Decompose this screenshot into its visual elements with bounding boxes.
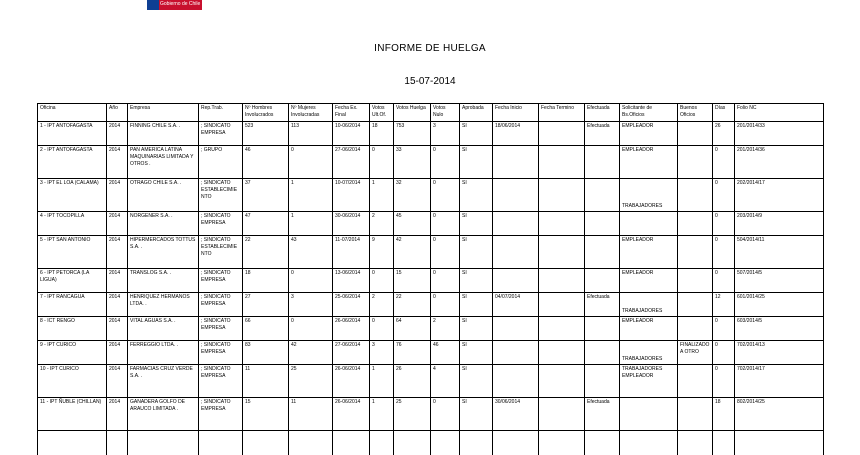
table-cell bbox=[493, 179, 539, 212]
table-cell: 2014 bbox=[107, 293, 128, 317]
table-cell: EMPLEADOR bbox=[620, 146, 678, 179]
table-cell: SI bbox=[460, 341, 493, 365]
table-cell bbox=[394, 431, 431, 455]
table-cell: ; SINDICATO ESTABLECIMIENTO bbox=[199, 236, 243, 269]
table-cell: 33 bbox=[394, 146, 431, 179]
table-cell bbox=[199, 431, 243, 455]
table-cell bbox=[333, 431, 370, 455]
table-cell: TRABAJADORES EMPLEADOR bbox=[620, 365, 678, 398]
table-cell: 11 bbox=[243, 365, 289, 398]
table-cell: HENRIQUEZ HERMANOS LTDA. . bbox=[128, 293, 199, 317]
table-cell bbox=[620, 398, 678, 431]
table-cell: SI bbox=[460, 212, 493, 236]
table-cell: 1 bbox=[289, 179, 333, 212]
table-cell: 0 bbox=[713, 236, 735, 269]
table-cell: SI bbox=[460, 269, 493, 293]
table-cell: 18/06/2014 bbox=[493, 122, 539, 146]
table-cell bbox=[539, 341, 585, 365]
table-cell bbox=[678, 398, 713, 431]
table-cell: 42 bbox=[289, 341, 333, 365]
table-cell bbox=[678, 146, 713, 179]
table-cell: 11 bbox=[289, 398, 333, 431]
table-cell: VITAL AGUAS S.A. . bbox=[128, 317, 199, 341]
table-cell: 507/2014/5 bbox=[735, 269, 824, 293]
table-cell: 22 bbox=[394, 293, 431, 317]
table-cell: 0 bbox=[713, 317, 735, 341]
table-cell bbox=[493, 317, 539, 341]
table-cell: 10-06/2014 bbox=[333, 122, 370, 146]
table-cell: TRABAJADORES bbox=[620, 179, 678, 212]
table-cell: 802/2014/25 bbox=[735, 398, 824, 431]
table-cell: 2014 bbox=[107, 341, 128, 365]
table-cell: 26 bbox=[394, 365, 431, 398]
table-cell: 1 bbox=[289, 212, 333, 236]
table-cell: 1 - IPT ANTOFAGASTA bbox=[38, 122, 107, 146]
table-cell: 702/2014/17 bbox=[735, 365, 824, 398]
table-cell: FARMACIAS CRUZ VERDE S.A. . bbox=[128, 365, 199, 398]
table-cell bbox=[585, 269, 620, 293]
table-cell: 43 bbox=[289, 236, 333, 269]
table-cell: 47 bbox=[243, 212, 289, 236]
table-cell: 603/2014/5 bbox=[735, 317, 824, 341]
table-cell: ; SINDICATO EMPRESA bbox=[199, 212, 243, 236]
table-cell bbox=[539, 293, 585, 317]
table-cell: 0 bbox=[713, 146, 735, 179]
table-cell: 0 bbox=[289, 269, 333, 293]
table-cell: ; SINDICATO EMPRESA bbox=[199, 398, 243, 431]
table-cell bbox=[493, 269, 539, 293]
table-cell: 25 bbox=[289, 365, 333, 398]
table-cell bbox=[539, 212, 585, 236]
table-row bbox=[38, 398, 824, 431]
table-cell: FINALIZADO A OTRO bbox=[678, 341, 713, 365]
table-cell: FERREGGIO LTDA. . bbox=[128, 341, 199, 365]
table-cell: 0 bbox=[713, 269, 735, 293]
table-cell bbox=[493, 341, 539, 365]
table-cell bbox=[493, 431, 539, 455]
column-header: Fecha Termino bbox=[539, 104, 585, 122]
table-cell bbox=[493, 236, 539, 269]
table-cell: 4 - IPT TOCOPILLA bbox=[38, 212, 107, 236]
table-cell: 2014 bbox=[107, 236, 128, 269]
table-cell: 0 bbox=[431, 398, 460, 431]
table-cell: 30/06/2014 bbox=[493, 398, 539, 431]
table-cell: 2014 bbox=[107, 122, 128, 146]
table-cell: 2014 bbox=[107, 269, 128, 293]
table-cell: 1 bbox=[370, 179, 394, 212]
table-cell: ; SINDICATO EMPRESA bbox=[199, 341, 243, 365]
table-body bbox=[38, 122, 824, 455]
table-row bbox=[38, 212, 824, 236]
table-cell: 3 bbox=[370, 341, 394, 365]
table-cell bbox=[460, 431, 493, 455]
table-cell bbox=[678, 431, 713, 455]
column-header: Solicitante de Bs.Oficios bbox=[620, 104, 678, 122]
column-header: Oficina bbox=[38, 104, 107, 122]
table-cell bbox=[585, 212, 620, 236]
table-cell: 26-06/2014 bbox=[333, 365, 370, 398]
table-cell: EMPLEADOR bbox=[620, 317, 678, 341]
table-cell: GANADERA GOLFO DE ARAUCO LIMITADA . bbox=[128, 398, 199, 431]
table-cell: 9 - IPT CURICO bbox=[38, 341, 107, 365]
column-header: Buenos Oficios bbox=[678, 104, 713, 122]
table-cell: 46 bbox=[243, 146, 289, 179]
table-cell: 2014 bbox=[107, 317, 128, 341]
table-cell: PAN AMERICA LATINA MAQUINARIAS LIMITADA Y OTROS . bbox=[128, 146, 199, 179]
table-cell: 13-06/2014 bbox=[333, 269, 370, 293]
table-cell bbox=[539, 431, 585, 455]
logo-text: Gobierno de Chile bbox=[160, 1, 201, 7]
table-cell bbox=[539, 269, 585, 293]
table-cell: 0 bbox=[431, 236, 460, 269]
table-cell: SI bbox=[460, 317, 493, 341]
table-cell: 26-06/2014 bbox=[333, 317, 370, 341]
table-row bbox=[38, 146, 824, 179]
table-cell bbox=[289, 431, 333, 455]
table-cell bbox=[107, 431, 128, 455]
column-header: Nº Mujeres Involucradas bbox=[289, 104, 333, 122]
column-header: Nº Hombres Involucrados bbox=[243, 104, 289, 122]
table-cell bbox=[539, 398, 585, 431]
table-cell bbox=[539, 122, 585, 146]
table-cell: 27 bbox=[243, 293, 289, 317]
table-cell bbox=[431, 431, 460, 455]
table-cell: 11-07/2014 bbox=[333, 236, 370, 269]
table-cell: EMPLEADOR bbox=[620, 122, 678, 146]
table-cell bbox=[678, 122, 713, 146]
column-header: Votos Ult.Of. bbox=[370, 104, 394, 122]
table-cell: ; SINDICATO EMPRESA bbox=[199, 365, 243, 398]
table-cell: Efectuada bbox=[585, 398, 620, 431]
table-row bbox=[38, 293, 824, 317]
table-row bbox=[38, 341, 824, 365]
column-header: Días bbox=[713, 104, 735, 122]
table-cell: 203/2014/9 bbox=[735, 212, 824, 236]
table-cell: HIPERMERCADOS TOTTUS S.A. . bbox=[128, 236, 199, 269]
table-row bbox=[38, 236, 824, 269]
table-cell: 15 bbox=[243, 398, 289, 431]
table-cell: 22 bbox=[243, 236, 289, 269]
table-cell: 2014 bbox=[107, 146, 128, 179]
table-cell: 3 bbox=[431, 122, 460, 146]
table-cell bbox=[678, 179, 713, 212]
table-cell: 601/2014/25 bbox=[735, 293, 824, 317]
table-cell: 45 bbox=[394, 212, 431, 236]
table-cell bbox=[539, 236, 585, 269]
table-cell: 0 bbox=[370, 317, 394, 341]
table-cell: 30-06/2014 bbox=[333, 212, 370, 236]
table-cell: 0 bbox=[370, 146, 394, 179]
table-cell: 0 bbox=[289, 146, 333, 179]
table-cell: 9 bbox=[370, 236, 394, 269]
table-cell: 18 bbox=[370, 122, 394, 146]
table-cell: 11 - IPT ÑUBLE (CHILLAN) bbox=[38, 398, 107, 431]
table-cell: 25-06/2014 bbox=[333, 293, 370, 317]
table-cell: 7 - IPT RANCAGUA bbox=[38, 293, 107, 317]
column-header: Fecha Ex. Final bbox=[333, 104, 370, 122]
table-cell: 25 bbox=[394, 398, 431, 431]
table-cell bbox=[243, 431, 289, 455]
table-cell: Efectuada bbox=[585, 293, 620, 317]
table-cell: ; SINDICATO ESTABLECIMIENTO bbox=[199, 179, 243, 212]
table-cell: 3 bbox=[289, 293, 333, 317]
table-cell: 702/2014/13 bbox=[735, 341, 824, 365]
table-cell bbox=[128, 431, 199, 455]
table-cell: SI bbox=[460, 398, 493, 431]
table-cell bbox=[678, 317, 713, 341]
table-cell: 201/2014/33 bbox=[735, 122, 824, 146]
table-cell: SI bbox=[460, 236, 493, 269]
table-cell: 18 bbox=[243, 269, 289, 293]
table-cell: EMPLEADOR bbox=[620, 236, 678, 269]
table-cell: TRANSLOG S.A. . bbox=[128, 269, 199, 293]
table-cell: 32 bbox=[394, 179, 431, 212]
table-cell: 4 bbox=[431, 365, 460, 398]
table-cell bbox=[585, 431, 620, 455]
column-header: Fecha Inicio bbox=[493, 104, 539, 122]
table-cell: 26 bbox=[713, 122, 735, 146]
table-cell: 523 bbox=[243, 122, 289, 146]
table-cell: SI bbox=[460, 365, 493, 398]
table-cell: 64 bbox=[394, 317, 431, 341]
column-header: Año bbox=[107, 104, 128, 122]
column-header: Empresa bbox=[128, 104, 199, 122]
table-cell: 5 - IPT SAN ANTONIO bbox=[38, 236, 107, 269]
table-cell bbox=[585, 179, 620, 212]
column-header: Votos Huelga bbox=[394, 104, 431, 122]
table-cell bbox=[493, 146, 539, 179]
table-header-row bbox=[38, 104, 824, 122]
table-cell: 42 bbox=[394, 236, 431, 269]
table-cell: NORGENER S.A. . bbox=[128, 212, 199, 236]
table-cell: ; SINDICATO EMPRESA bbox=[199, 269, 243, 293]
table-cell: 1 bbox=[370, 365, 394, 398]
table-cell: 37 bbox=[243, 179, 289, 212]
report-date: 15-07-2014 bbox=[404, 76, 456, 87]
table-cell: SI bbox=[460, 179, 493, 212]
table-cell: 0 bbox=[713, 212, 735, 236]
table-cell: 12 bbox=[713, 293, 735, 317]
table-cell bbox=[678, 212, 713, 236]
table-cell: 18 bbox=[713, 398, 735, 431]
table-cell: 2014 bbox=[107, 179, 128, 212]
table-cell: FINNING CHILE S.A. . bbox=[128, 122, 199, 146]
table-cell: 0 bbox=[289, 317, 333, 341]
table-cell: 26-06/2014 bbox=[333, 398, 370, 431]
table-cell: ; GRUPO bbox=[199, 146, 243, 179]
table-cell bbox=[585, 317, 620, 341]
table-cell: 46 bbox=[431, 341, 460, 365]
column-header: Rep.Trab. bbox=[199, 104, 243, 122]
column-header: Votos Nulo bbox=[431, 104, 460, 122]
table-cell: 76 bbox=[394, 341, 431, 365]
table-cell: 2014 bbox=[107, 398, 128, 431]
table-row-partial bbox=[38, 431, 824, 455]
table-cell: 27-06/2014 bbox=[333, 146, 370, 179]
table-cell bbox=[493, 212, 539, 236]
table-cell bbox=[678, 269, 713, 293]
table-row bbox=[38, 122, 824, 146]
table-cell bbox=[585, 365, 620, 398]
table-cell: 1 bbox=[370, 398, 394, 431]
logo-blue-block bbox=[147, 0, 159, 10]
table-cell: 2014 bbox=[107, 365, 128, 398]
table-cell: 04/07/2014 bbox=[493, 293, 539, 317]
table-cell: ; SINDICATO EMPRESA bbox=[199, 293, 243, 317]
table-cell: 0 bbox=[431, 146, 460, 179]
table-cell: 2 bbox=[431, 317, 460, 341]
table-cell bbox=[620, 212, 678, 236]
table-cell: 3 - IPT EL LOA (CALAMA) bbox=[38, 179, 107, 212]
table-cell: ; SINDICATO EMPRESA bbox=[199, 317, 243, 341]
table-cell: 8 - ICT RENGO bbox=[38, 317, 107, 341]
table-cell bbox=[585, 236, 620, 269]
table-cell: 0 bbox=[713, 341, 735, 365]
table-cell: 2014 bbox=[107, 212, 128, 236]
table-cell bbox=[38, 431, 107, 455]
table-cell: Efectuada bbox=[585, 122, 620, 146]
column-header: Folio NC bbox=[735, 104, 824, 122]
table-cell bbox=[735, 431, 824, 455]
table-cell: 0 bbox=[431, 212, 460, 236]
table-cell: 27-06/2014 bbox=[333, 341, 370, 365]
table-cell bbox=[713, 431, 735, 455]
table-cell: TRABAJADORES bbox=[620, 341, 678, 365]
table-cell: 0 bbox=[431, 293, 460, 317]
table-cell: 0 bbox=[431, 269, 460, 293]
table-cell: 83 bbox=[243, 341, 289, 365]
table-cell: 0 bbox=[370, 269, 394, 293]
table-cell bbox=[539, 146, 585, 179]
table-cell: SI bbox=[460, 122, 493, 146]
table-cell: 202/2014/17 bbox=[735, 179, 824, 212]
table-row bbox=[38, 365, 824, 398]
table-cell bbox=[539, 365, 585, 398]
table-cell: 66 bbox=[243, 317, 289, 341]
table-cell: 2 bbox=[370, 212, 394, 236]
table-cell: 0 bbox=[713, 179, 735, 212]
table-cell: 15 bbox=[394, 269, 431, 293]
table-cell bbox=[370, 431, 394, 455]
table-cell bbox=[678, 365, 713, 398]
table-cell: 10 - IPT CURICO bbox=[38, 365, 107, 398]
table-cell: TRABAJADORES bbox=[620, 293, 678, 317]
table-cell: SI bbox=[460, 293, 493, 317]
table-cell: 113 bbox=[289, 122, 333, 146]
table-cell bbox=[493, 365, 539, 398]
table-cell: ; SINDICATO EMPRESA bbox=[199, 122, 243, 146]
table-cell bbox=[678, 236, 713, 269]
table-cell: 504/2014/11 bbox=[735, 236, 824, 269]
table-cell: OTRAGO CHILE S.A. . bbox=[128, 179, 199, 212]
table-cell: 753 bbox=[394, 122, 431, 146]
table-cell bbox=[585, 146, 620, 179]
table-cell bbox=[539, 317, 585, 341]
table-cell: 2 - IPT ANTOFAGASTA bbox=[38, 146, 107, 179]
table-cell bbox=[620, 431, 678, 455]
table-cell: 2 bbox=[370, 293, 394, 317]
table-cell bbox=[678, 293, 713, 317]
report-title: INFORME DE HUELGA bbox=[374, 43, 486, 54]
column-header: Aprobada bbox=[460, 104, 493, 122]
table-cell bbox=[539, 179, 585, 212]
table-cell bbox=[585, 341, 620, 365]
table-cell: 201/2014/36 bbox=[735, 146, 824, 179]
table-cell: SI bbox=[460, 146, 493, 179]
strike-report-table bbox=[37, 103, 824, 455]
table-cell: EMPLEADOR bbox=[620, 269, 678, 293]
table-cell: 0 bbox=[713, 365, 735, 398]
table-row bbox=[38, 269, 824, 293]
table-cell: 10-07/2014 bbox=[333, 179, 370, 212]
table-row bbox=[38, 179, 824, 212]
column-header: Efectuada bbox=[585, 104, 620, 122]
table-row bbox=[38, 317, 824, 341]
table-cell: 0 bbox=[431, 179, 460, 212]
table-cell: 6 - IPT PETORCA (LA LIGUA) bbox=[38, 269, 107, 293]
